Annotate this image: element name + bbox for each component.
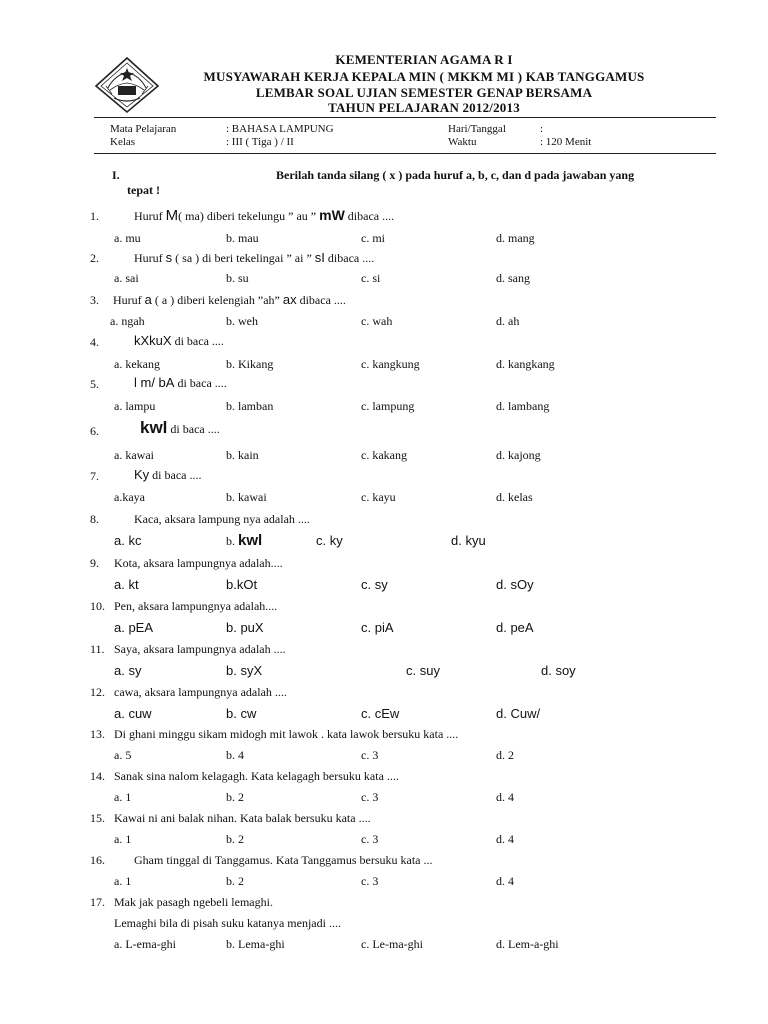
option-d[interactable]: d. 4 bbox=[496, 790, 514, 804]
option-c[interactable]: c. kakang bbox=[361, 448, 407, 462]
question-text: Ky di baca .... bbox=[134, 467, 202, 482]
option-d[interactable]: d. sang bbox=[496, 271, 530, 285]
option-c[interactable]: c. lampung bbox=[361, 399, 415, 413]
option-d[interactable]: d. peA bbox=[496, 620, 534, 635]
question-number: 1. bbox=[90, 209, 99, 223]
option-d[interactable]: d. kelas bbox=[496, 490, 533, 504]
option-c[interactable]: c. wah bbox=[361, 314, 393, 328]
date-label: Hari/Tanggal bbox=[448, 123, 506, 135]
time-value: : 120 Menit bbox=[540, 136, 592, 148]
header-divider-top bbox=[94, 117, 716, 118]
option-b[interactable]: b. kawai bbox=[226, 490, 267, 504]
option-b[interactable]: b. puX bbox=[226, 620, 264, 635]
option-a[interactable]: a. ngah bbox=[110, 314, 145, 328]
option-c[interactable]: c. ky bbox=[316, 533, 343, 548]
question-text: Sanak sina nalom kelagagh. Kata kelagagh bersuku kata .... bbox=[114, 769, 399, 783]
option-b[interactable]: b. 2 bbox=[226, 874, 244, 888]
question-number: 17. bbox=[90, 895, 105, 909]
question-number: 8. bbox=[90, 512, 99, 526]
section-numeral: I. bbox=[112, 168, 120, 182]
option-c[interactable]: c. suy bbox=[406, 663, 440, 678]
option-a[interactable]: a. 1 bbox=[114, 790, 132, 804]
question-text-continued: Lemaghi bila di pisah suku katanya menjadi .... bbox=[114, 916, 341, 930]
option-c[interactable]: c. cEw bbox=[361, 706, 400, 721]
option-c[interactable]: c. mi bbox=[361, 231, 385, 245]
option-a[interactable]: a. 1 bbox=[114, 832, 132, 846]
question-text: kXkuX di baca .... bbox=[134, 333, 224, 348]
option-a[interactable]: a.kaya bbox=[114, 490, 145, 504]
option-a[interactable]: a. L-ema-ghi bbox=[114, 937, 176, 951]
header-line-ministry: KEMENTERIAN AGAMA R I bbox=[335, 52, 513, 67]
question-text: Pen, aksara lampungnya adalah.... bbox=[114, 599, 278, 613]
option-b[interactable]: b. 4 bbox=[226, 748, 244, 762]
question-text: Mak jak pasagh ngebeli lemaghi. bbox=[114, 895, 273, 909]
option-b[interactable]: b. Kikang bbox=[226, 357, 274, 371]
question-text: kwl di baca .... bbox=[140, 418, 220, 437]
option-b[interactable]: b. kwl bbox=[226, 532, 263, 549]
option-b[interactable]: b. mau bbox=[226, 231, 259, 245]
question-text: Kaca, aksara lampung nya adalah .... bbox=[134, 512, 310, 526]
option-a[interactable]: a. 1 bbox=[114, 874, 132, 888]
option-c[interactable]: c. 3 bbox=[361, 832, 379, 846]
question-text: Huruf s ( sa ) di beri tekelingai ” ai ” sI dibaca .... bbox=[134, 250, 375, 265]
option-c[interactable]: c. Le-ma-ghi bbox=[361, 937, 423, 951]
option-a[interactable]: a. kawai bbox=[114, 448, 154, 462]
option-a[interactable]: a. kekang bbox=[114, 357, 160, 371]
question-number: 15. bbox=[90, 811, 105, 825]
option-b[interactable]: b. 2 bbox=[226, 832, 244, 846]
question-text: Huruf a ( a ) diberi kelengiah ”ah” ax dibaca .... bbox=[113, 292, 346, 307]
subject-label: Mata Pelajaran bbox=[110, 123, 177, 135]
question-text: Di ghani minggu sikam midogh mit lawok . kata lawok bersuku kata .... bbox=[114, 727, 459, 741]
question-number: 11. bbox=[90, 642, 105, 656]
option-d[interactable]: d. kajong bbox=[496, 448, 541, 462]
question-number: 9. bbox=[90, 556, 99, 570]
option-c[interactable]: c. kangkung bbox=[361, 357, 420, 371]
option-a[interactable]: a. cuw bbox=[114, 706, 152, 721]
option-d[interactable]: d. Cuw/ bbox=[496, 706, 541, 721]
question-text: Saya, aksara lampungnya adalah .... bbox=[114, 642, 286, 656]
option-b[interactable]: b. syX bbox=[226, 663, 263, 678]
option-d[interactable]: d. 2 bbox=[496, 748, 514, 762]
option-a[interactable]: a. kt bbox=[114, 577, 139, 592]
option-d[interactable]: d. mang bbox=[496, 231, 535, 245]
option-a[interactable]: a. kc bbox=[114, 533, 142, 548]
option-d[interactable]: d. sOy bbox=[496, 577, 534, 592]
header-line-school-year: TAHUN PELAJARAN 2012/2013 bbox=[328, 100, 520, 115]
option-b[interactable]: b. kain bbox=[226, 448, 259, 462]
option-b[interactable]: b. 2 bbox=[226, 790, 244, 804]
question-number: 6. bbox=[90, 424, 99, 438]
option-b[interactable]: b. Lema-ghi bbox=[226, 937, 285, 951]
time-label: Waktu bbox=[448, 136, 477, 148]
option-c[interactable]: c. sy bbox=[361, 577, 388, 592]
question-number: 4. bbox=[90, 335, 99, 349]
question-number: 7. bbox=[90, 469, 99, 483]
option-b[interactable]: b. weh bbox=[226, 314, 258, 328]
header-divider-bottom bbox=[94, 153, 716, 154]
option-d[interactable]: d. ah bbox=[496, 314, 520, 328]
question-number: 16. bbox=[90, 853, 105, 867]
question-number: 10. bbox=[90, 599, 105, 613]
option-a[interactable]: a. lampu bbox=[114, 399, 156, 413]
option-b[interactable]: b.kOt bbox=[226, 577, 258, 592]
option-d[interactable]: d. lambang bbox=[496, 399, 550, 413]
question-text: Kota, aksara lampungnya adalah.... bbox=[114, 556, 283, 570]
option-c[interactable]: c. piA bbox=[361, 620, 394, 635]
option-b[interactable]: b. cw bbox=[226, 706, 257, 721]
option-b[interactable]: b. su bbox=[226, 271, 249, 285]
question-text: Gham tinggal di Tanggamus. Kata Tanggamus bersuku kata ... bbox=[134, 853, 433, 867]
option-c[interactable]: c. kayu bbox=[361, 490, 396, 504]
option-a[interactable]: a. sai bbox=[114, 271, 139, 285]
class-label: Kelas bbox=[110, 136, 136, 148]
question-number: 12. bbox=[90, 685, 105, 699]
option-d[interactable]: d. 4 bbox=[496, 832, 514, 846]
option-a[interactable]: a. mu bbox=[114, 231, 141, 245]
header-line-exam-sheet: LEMBAR SOAL UJIAN SEMESTER GENAP BERSAMA bbox=[255, 85, 593, 100]
question-number: 13. bbox=[90, 727, 105, 741]
question-text: l m/ bA di baca .... bbox=[134, 375, 227, 390]
header-line-mkkm: MUSYAWARAH KERJA KEPALA MIN ( MKKM MI ) KAB TANGGAMUS bbox=[203, 69, 645, 84]
question-number: 5. bbox=[90, 377, 99, 391]
section-instruction-continued: tepat ! bbox=[127, 183, 160, 197]
section-instruction: Berilah tanda silang ( x ) pada huruf a, b, c, dan d pada jawaban yang bbox=[276, 168, 635, 182]
option-c[interactable]: c. 3 bbox=[361, 790, 379, 804]
option-a[interactable]: a. pEA bbox=[114, 620, 154, 635]
question-number: 14. bbox=[90, 769, 105, 783]
option-a[interactable]: a. sy bbox=[114, 663, 142, 678]
option-d[interactable]: d. 4 bbox=[496, 874, 514, 888]
subject-value: : BAHASA LAMPUNG bbox=[226, 123, 334, 135]
option-c[interactable]: c. si bbox=[361, 271, 381, 285]
class-value: : III ( Tiga ) / II bbox=[226, 136, 294, 148]
date-value: : bbox=[540, 123, 544, 135]
option-d[interactable]: d. soy bbox=[541, 663, 576, 678]
question-text: cawa, aksara lampungnya adalah .... bbox=[114, 685, 287, 699]
question-text: Huruf M( ma) diberi tekelungu ” au ” mW dibaca .... bbox=[134, 207, 395, 224]
question-number: 2. bbox=[90, 251, 99, 265]
option-a[interactable]: a. 5 bbox=[114, 748, 132, 762]
option-d[interactable]: d. kangkang bbox=[496, 357, 555, 371]
option-c[interactable]: c. 3 bbox=[361, 874, 379, 888]
question-number: 3. bbox=[90, 293, 99, 307]
option-d[interactable]: d. kyu bbox=[451, 533, 486, 548]
option-c[interactable]: c. 3 bbox=[361, 748, 379, 762]
option-d[interactable]: d. Lem-a-ghi bbox=[496, 937, 559, 951]
option-b[interactable]: b. lamban bbox=[226, 399, 274, 413]
question-text: Kawai ni ani balak nihan. Kata balak bersuku kata .... bbox=[114, 811, 371, 825]
